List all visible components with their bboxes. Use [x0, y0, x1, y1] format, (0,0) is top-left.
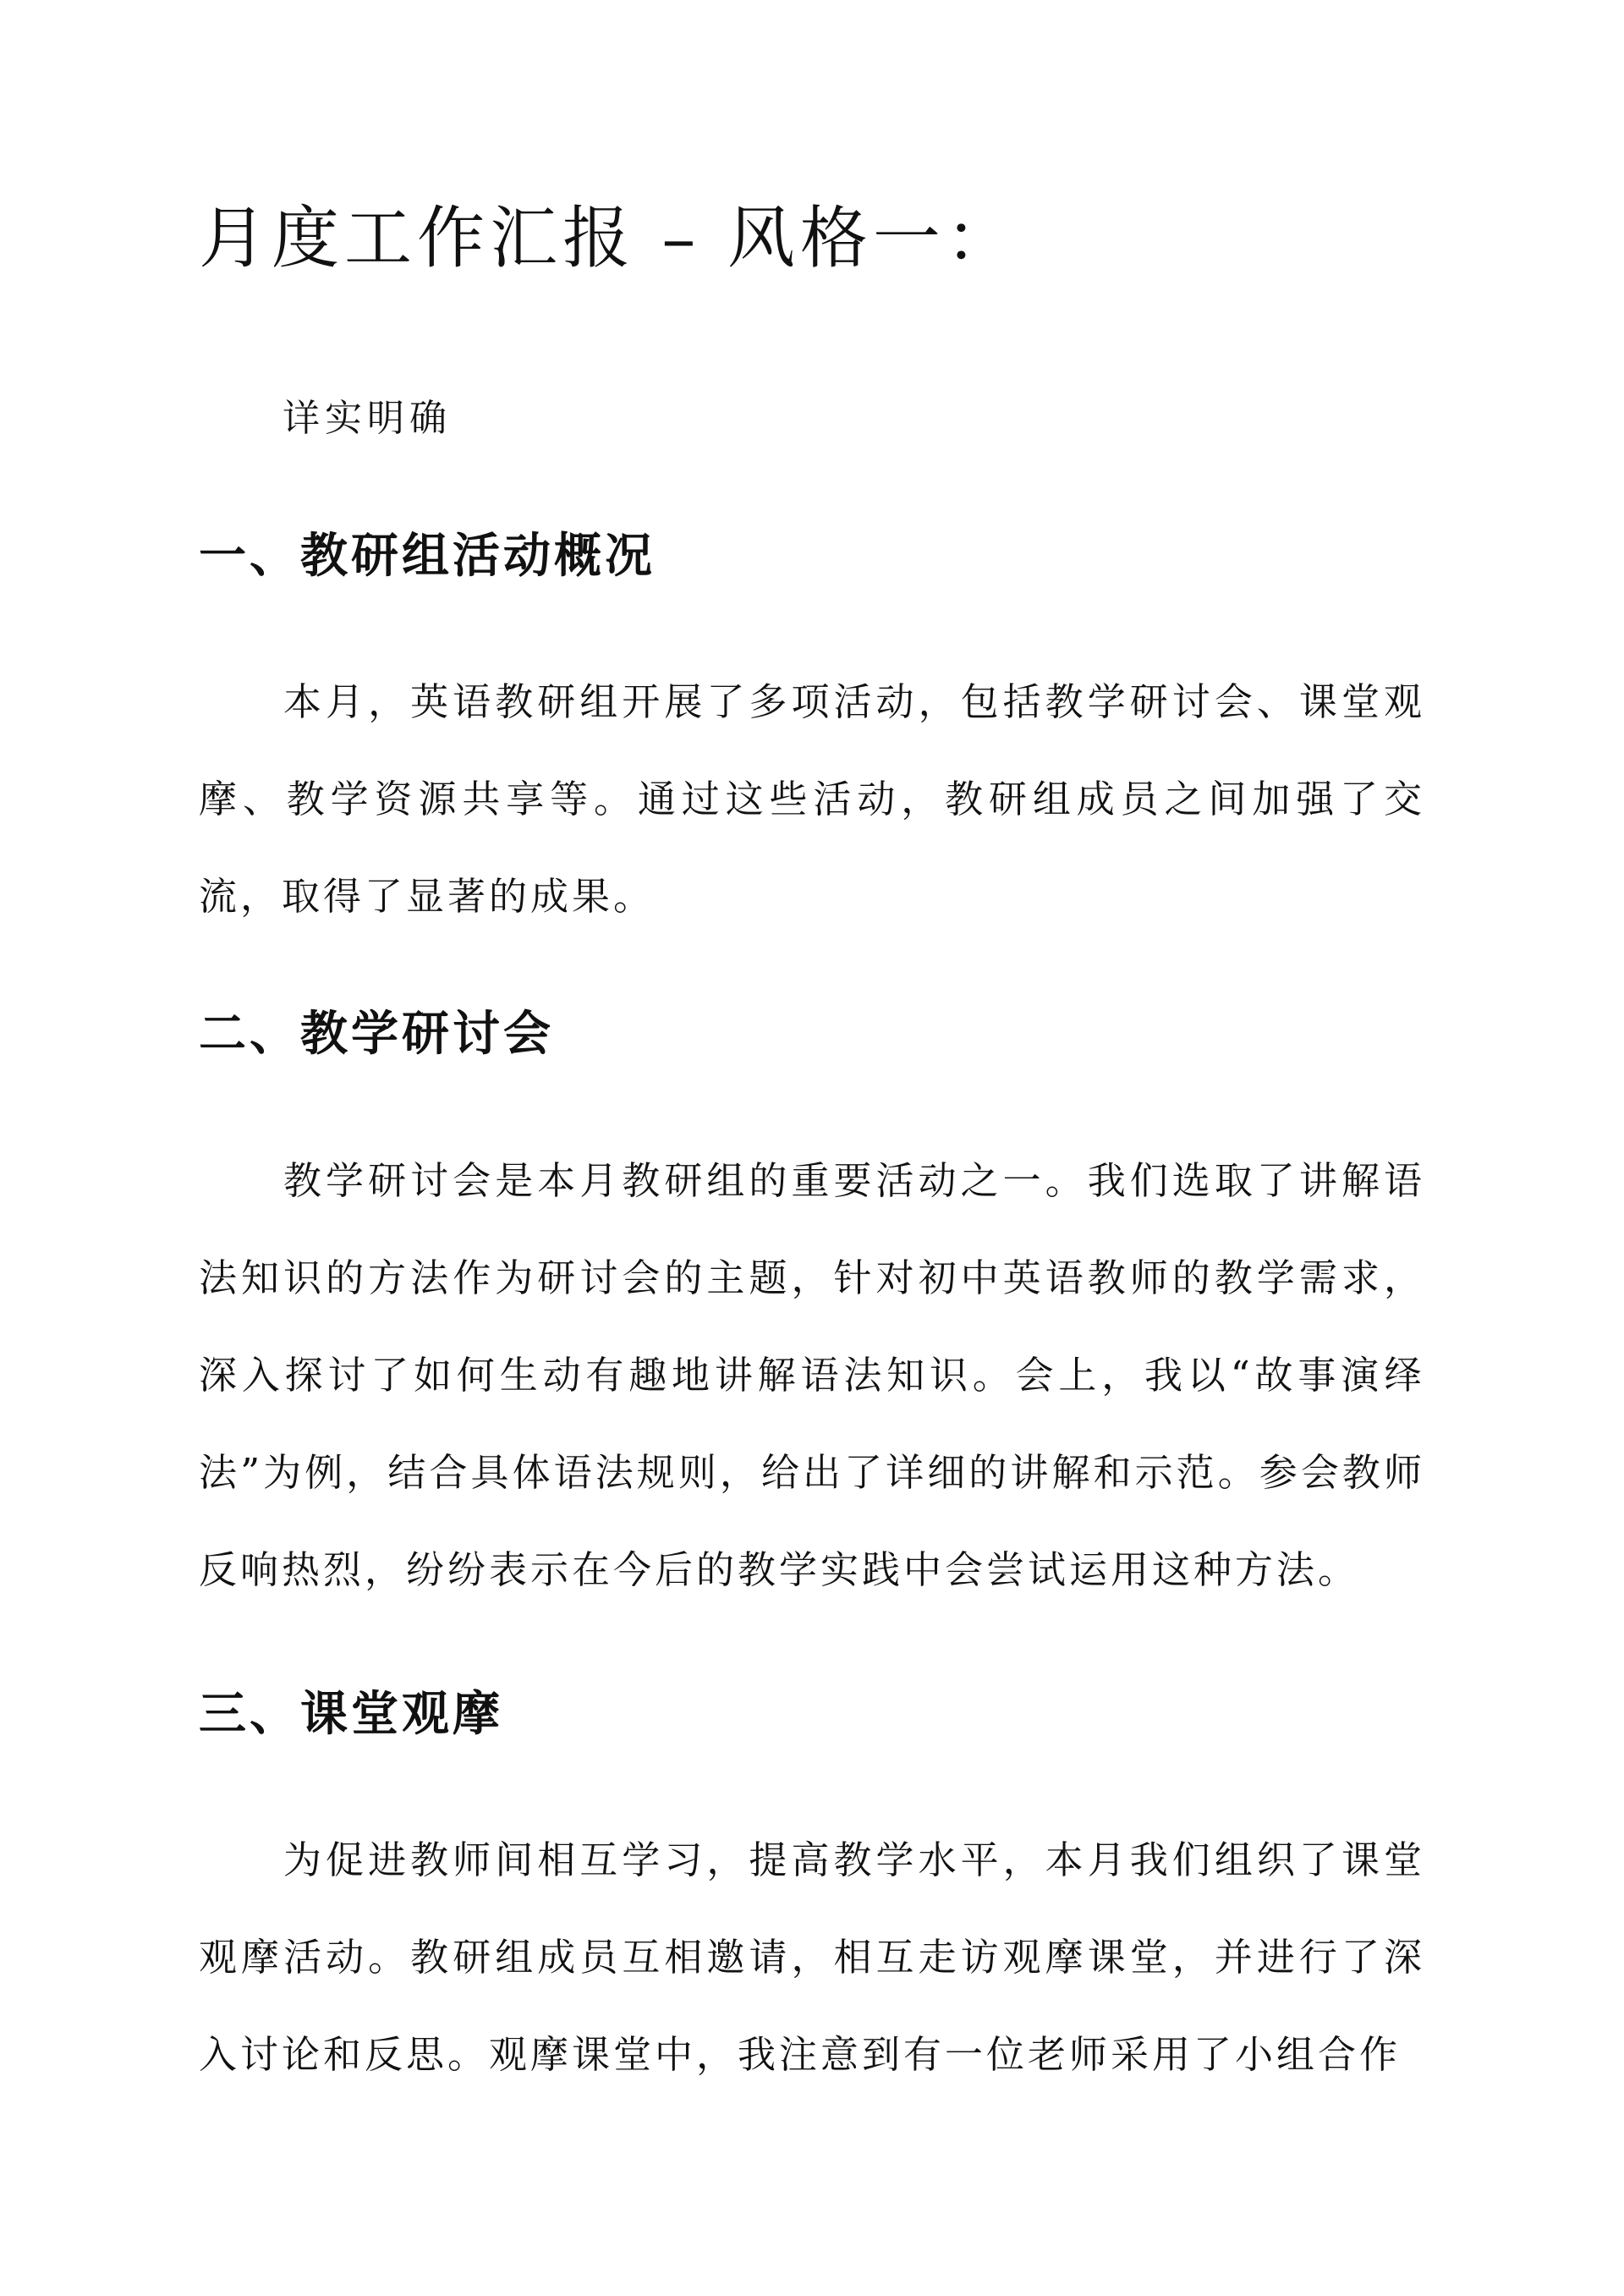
section-paragraph-classroom-observation: 为促进教师间相互学习，提高教学水平，本月我们组织了课堂观摩活动。教研组成员互相邀请，相互走访观摩课堂，并进行了深入讨论和反思。观摩课堂中，我注意到有一位老师采用了小组合作 — [199, 1837, 1425, 2077]
section-heading-activity-overview: 一、教研组活动概况 — [199, 528, 656, 584]
section-heading-classroom-observation: 三、课堂观摩 — [199, 1686, 503, 1742]
document-subtitle: 详实明确 — [283, 397, 452, 440]
section-heading-teaching-seminar: 二、教学研讨会 — [199, 1006, 554, 1062]
document-title: 月度工作汇报 – 风格一： — [199, 199, 1018, 277]
section-paragraph-activity-overview: 本月，英语教研组开展了多项活动，包括教学研讨会、课堂观摩、教学资源共享等。通过这些活动，教研组成员之间加强了交流，取得了显著的成果。 — [199, 679, 1425, 919]
section-paragraph-teaching-seminar: 教学研讨会是本月教研组的重要活动之一。我们选取了讲解语法知识的方法作为研讨会的主题，针对初中英语教师的教学需求，深入探讨了如何生动有趣地讲解语法知识。会上，我以“故事演绎法”为例，结合具体语法规则，给出了详细的讲解和示范。参会教师反响热烈，纷纷表示在今后的教学实践中会尝试运用这种方法。 — [199, 1158, 1425, 1592]
